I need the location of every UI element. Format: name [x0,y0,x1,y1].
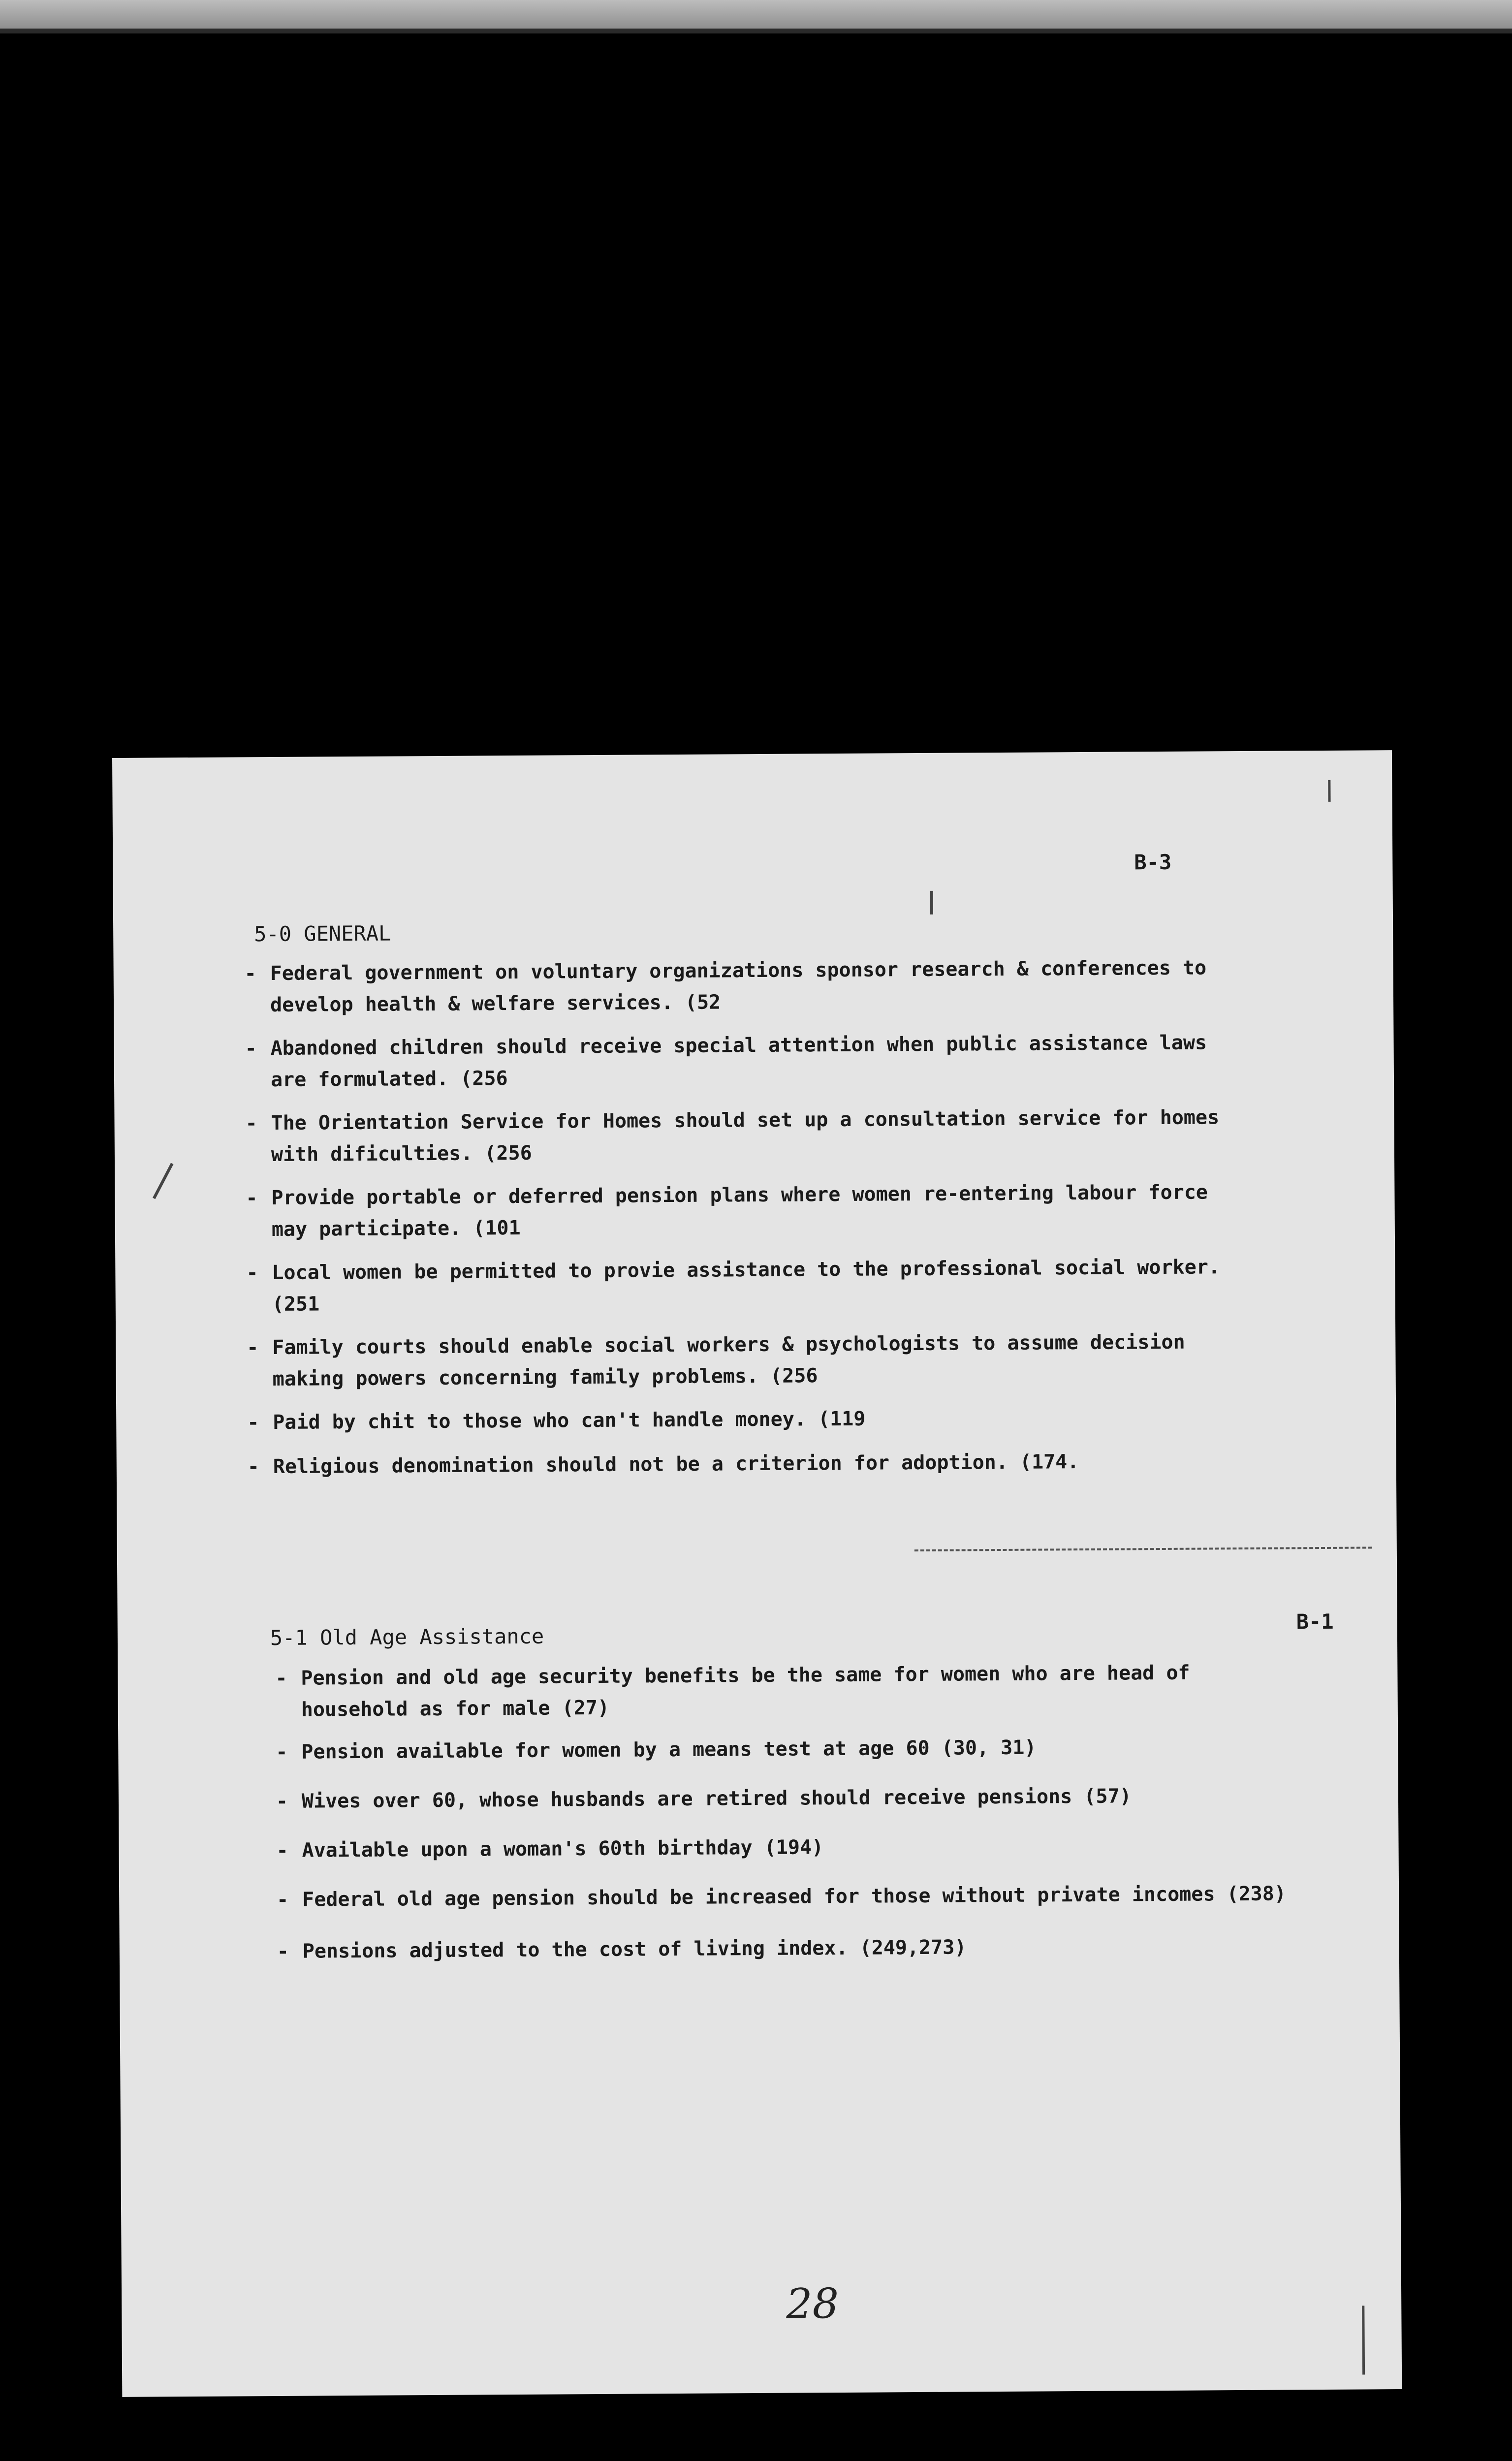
speck [930,891,933,915]
speck [153,1163,173,1199]
list-item: - Provide portable or deferred pension plans where women re-entering labour force may participate. (101 [246,1181,1208,1241]
list-item: - Pension available for women by a means test at age 60 (30, 31) [301,1732,1036,1768]
section-heading-old-age: 5-1 Old Age Assistance [270,1624,544,1650]
film-edge-top [0,0,1512,29]
page-code-b3: B-3 [1134,850,1172,875]
bullet-dash: - [247,1336,259,1359]
section-divider [914,1546,1372,1551]
speck [1328,780,1330,802]
list-item: - Pension and old age security benefits be the same for women who are head of household as for male (27) [275,1661,1190,1721]
bullet-dash: - [247,1411,259,1434]
list-item: - Paid by chit to those who can't handle money. (119 [273,1403,865,1438]
list-item: - Local women be permitted to provie assistance to the professional social worker. (251 [246,1256,1221,1316]
list-item: - Wives over 60, whose husbands are retired should receive pensions (57) [302,1780,1132,1817]
bullet-dash: - [277,1940,289,1963]
list-item: - Religious denomination should not be a criterion for adoption. (174. [273,1446,1079,1483]
bullet-dash: - [276,1839,288,1862]
list-item: - Federal old age pension should be increased for those without private incomes (238) [302,1878,1286,1915]
list-item: - Available upon a woman's 60th birthday (194) [302,1831,823,1866]
list-item: - The Orientation Service for Homes should set up a consultation service for homes with dificulties. (256 [245,1106,1220,1167]
bullet-dash: - [276,1740,288,1764]
list-item: - Family courts should enable social workers & psychologists to assume decision making powers concerning family problems. (256 [247,1330,1185,1391]
list-item: - Pensions adjusted to the cost of living index. (249,273) [303,1931,967,1967]
speck [1362,2306,1365,2375]
bullet-dash: - [244,962,256,985]
bullet-dash: - [246,1262,258,1285]
bullet-dash: - [245,1112,257,1135]
page-code-b1: B-1 [1296,1609,1334,1634]
bullet-dash: - [277,1888,289,1912]
bullet-dash: - [276,1790,288,1813]
section-heading-general: 5-0 GENERAL [254,921,391,947]
list-item: - Federal government on voluntary organizations sponsor research & conferences to develop health & welfare services. (52 [244,956,1207,1017]
film-edge-line [0,29,1512,33]
bullet-dash: - [247,1455,260,1479]
document-sheet [112,750,1402,2397]
handwritten-page-number: 28 [786,2279,839,2328]
bullet-dash: - [245,1037,257,1060]
bullet-dash: - [246,1187,258,1210]
bullet-dash: - [275,1667,287,1690]
list-item: - Abandoned children should receive special attention when public assistance laws are formulated. (256 [245,1031,1207,1092]
